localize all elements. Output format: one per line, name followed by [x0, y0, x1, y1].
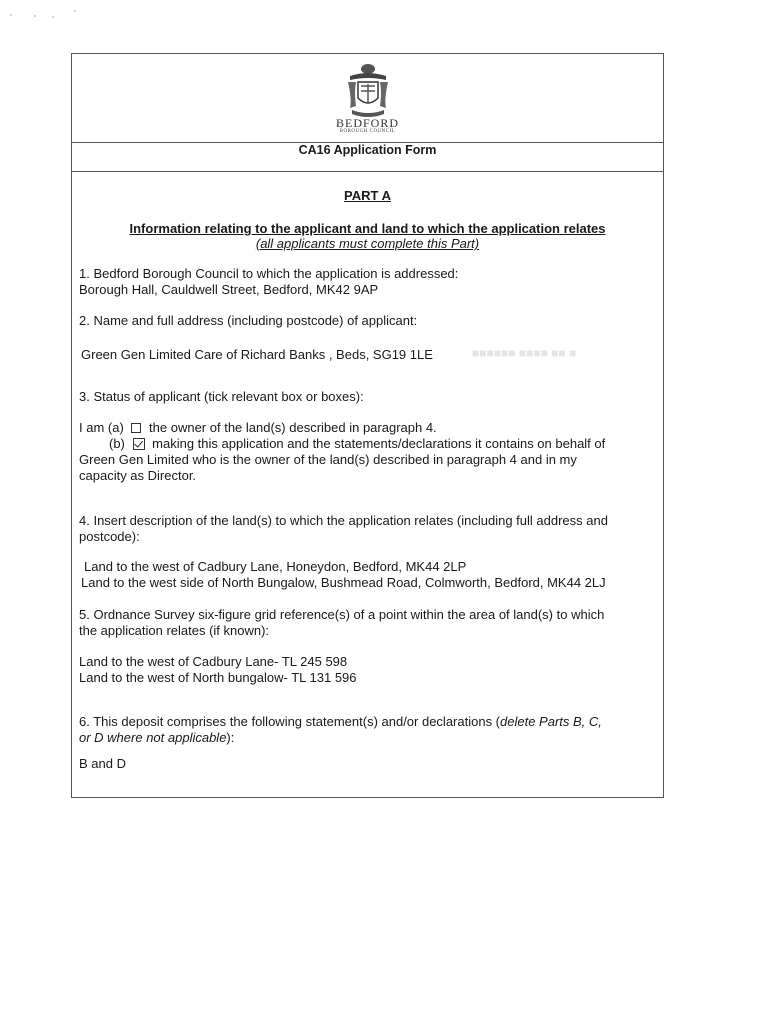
q3-option-a-prefix: I am (a): [79, 420, 124, 435]
q4-answer-2: Land to the west side of North Bungalow, Bushmead Road, Colmworth, Bedford, MK44 2LJ: [81, 575, 606, 590]
q6-label-italic: delete Parts B, C,: [500, 714, 602, 729]
q5-label: 5. Ordnance Survey six-figure grid reference(s) of a point within the area of land(s) to which: [79, 607, 605, 622]
q2-label: 2. Name and full address (including postcode) of applicant:: [79, 313, 418, 328]
part-title: PART A: [344, 188, 391, 203]
council-name: BEDFORD: [335, 116, 399, 130]
q6-label: [79, 713, 602, 730]
council-crest-icon: [342, 60, 394, 120]
q1-answer: Borough Hall, Cauldwell Street, Bedford, MK42 9AP: [79, 282, 379, 297]
redacted-text: ■■■■■■ ■■■■ ■■ ■: [472, 346, 577, 360]
q5-answer-1: Land to the west of Cadbury Lane- TL 245 598: [79, 654, 348, 669]
q6-label-line2: [79, 729, 234, 746]
part-note: (all applicants must complete this Part): [255, 236, 480, 251]
q3-option-b-text: making this application and the statements/declarations it contains on behalf of: [152, 436, 606, 451]
part-subtitle: Information relating to the applicant and land to which the application relates: [129, 221, 606, 236]
form-title: CA16 Application Form: [72, 142, 663, 172]
q5-answer-2: Land to the west of North bungalow- TL 131 596: [79, 670, 357, 685]
q3-option-a: [79, 419, 437, 436]
q1-label: 1. Bedford Borough Council to which the application is addressed:: [79, 266, 459, 281]
q3-label: 3. Status of applicant (tick relevant box or boxes):: [79, 389, 364, 404]
q4-label: 4. Insert description of the land(s) to which the application relates (including full address and: [79, 513, 608, 528]
q4-label-line2: postcode):: [79, 529, 140, 544]
q6-label-line2-end: ):: [226, 730, 235, 745]
q3-option-b-line2: Green Gen Limited who is the owner of the land(s) described in paragraph 4 and in my: [79, 452, 577, 467]
on-behalf-checkbox[interactable]: [133, 438, 145, 450]
q2-answer: Green Gen Limited Care of Richard Banks , Beds, SG19 1LE: [81, 347, 433, 362]
q6-label-line2-italic: or D where not applicable: [79, 730, 227, 745]
q6-answer: B and D: [79, 756, 126, 771]
q4-answer-1: Land to the west of Cadbury Lane, Honeydon, Bedford, MK44 2LP: [84, 559, 467, 574]
q3-option-b: [109, 435, 605, 452]
q5-label-line2: the application relates (if known):: [79, 623, 270, 638]
q3-option-a-text: the owner of the land(s) described in paragraph 4.: [149, 420, 437, 435]
form-header: [72, 54, 663, 143]
owner-checkbox[interactable]: [131, 423, 141, 433]
q3-option-b-prefix: (b): [109, 436, 125, 451]
council-subtitle: BOROUGH COUNCIL: [339, 129, 396, 134]
q3-option-b-line3: capacity as Director.: [79, 468, 197, 483]
q6-label-start: 6. This deposit comprises the following statement(s) and/or declarations (: [79, 714, 501, 729]
application-form: [71, 53, 664, 798]
